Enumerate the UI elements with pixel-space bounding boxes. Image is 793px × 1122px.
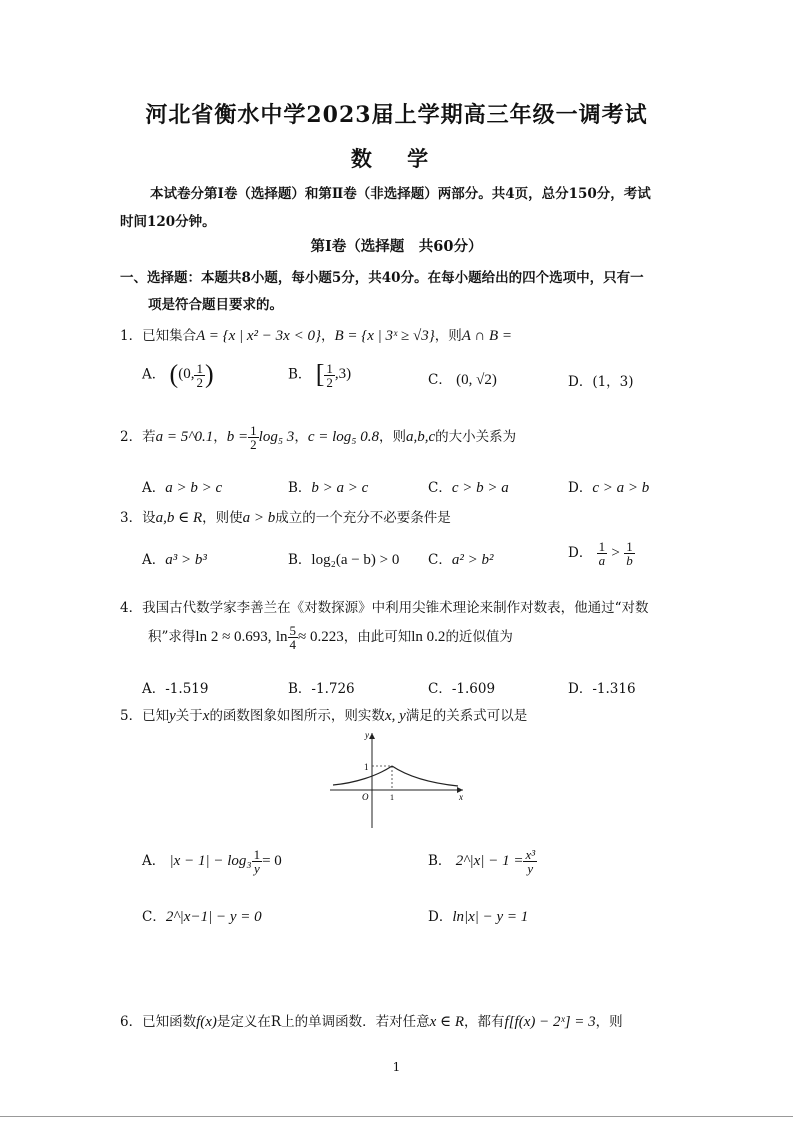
- question-text: 是定义在R上的单调函数．若对任意: [216, 1014, 430, 1030]
- y-axis-arrow: [369, 733, 375, 739]
- question-text: 已知集合: [142, 328, 197, 344]
- question-text: 成立的一个充分不必要条件是: [275, 510, 451, 526]
- q2-option-a[interactable]: [142, 476, 222, 497]
- separator: ，: [213, 429, 227, 445]
- option-value: a² > b²: [451, 552, 494, 568]
- question-text: ，都有: [464, 1014, 505, 1030]
- condition-expression: a,b ∈ R: [155, 510, 203, 526]
- question-text: 已知: [142, 708, 170, 724]
- option-value: ln|x| − y = 1: [452, 909, 529, 925]
- question-3: [120, 506, 451, 527]
- variables-xy: x, y: [384, 708, 406, 724]
- option-part: ,3): [334, 366, 352, 383]
- option-value: -1.609: [451, 681, 496, 697]
- separator: ，: [320, 328, 335, 344]
- fraction-denominator: b: [626, 553, 633, 568]
- fraction-denominator: 4: [289, 637, 297, 652]
- question-text: 若: [142, 429, 156, 445]
- curve-left-branch: [333, 766, 392, 785]
- section-title: 第Ⅰ卷（选择题 共60分）: [310, 238, 483, 255]
- question-number: 1．: [120, 328, 143, 344]
- variables: a,b,c: [405, 429, 436, 445]
- q4-option-b[interactable]: [288, 677, 355, 697]
- q3-option-d[interactable]: [568, 540, 635, 567]
- separator: ，: [294, 429, 308, 445]
- question-number: 6．: [120, 1014, 143, 1030]
- question-text: ，则: [378, 429, 406, 445]
- question-text: ，由此可知: [343, 629, 412, 645]
- question-text: 已知函数: [142, 1014, 197, 1030]
- ln-word: ln: [275, 629, 288, 645]
- intro-line-1: 本试卷分第Ⅰ卷（选择题）和第Ⅱ卷（非选择题）两部分。共4页，总分150分，考试: [150, 186, 651, 202]
- question-1: [120, 324, 512, 345]
- function-expression: f(x): [196, 1014, 217, 1030]
- question-text: ，则: [595, 1014, 623, 1030]
- ln02-expression: ln 0.2: [411, 629, 446, 645]
- b-expression-lhs: b =: [226, 429, 249, 445]
- fraction-numerator: 1: [250, 423, 257, 438]
- option-label: B．: [428, 853, 452, 869]
- option-value: b > a > c: [311, 480, 369, 496]
- function-graph: [325, 728, 470, 833]
- page-bottom-rule: [0, 1116, 793, 1117]
- ln2-expression: ln 2 ≈ 0.693,: [195, 629, 272, 645]
- option-label: C．: [428, 372, 452, 388]
- question-number: 5．: [120, 708, 143, 724]
- option-part: 2^|x| − 1 =: [455, 853, 524, 869]
- y-tick-label: 1: [364, 762, 369, 772]
- question-6: [120, 1010, 623, 1031]
- inequality-expression: a > b: [242, 510, 276, 526]
- option-label: D．: [568, 374, 593, 390]
- option-label: D．: [568, 681, 593, 697]
- option-label: A．: [142, 552, 166, 568]
- option-label: D．: [568, 480, 593, 496]
- fraction-numerator: 5: [289, 623, 297, 638]
- option-value: a > b > c: [165, 480, 223, 496]
- question-4-line-2: [148, 624, 513, 651]
- option-label: A．: [142, 366, 166, 383]
- intro-line-2: 时间120分钟。: [120, 214, 216, 230]
- question-4: [120, 596, 649, 616]
- fraction-denominator: 2: [196, 374, 203, 390]
- option-value: -1.726: [311, 681, 355, 697]
- question-text: 积”求得: [148, 629, 196, 645]
- functional-equation: f[f(x) − 2ˣ] = 3: [504, 1014, 596, 1030]
- fraction-numerator: 1: [253, 847, 261, 862]
- option-value: a³ > b³: [165, 552, 207, 568]
- fraction-denominator: a: [598, 553, 606, 568]
- q5-option-d[interactable]: [428, 905, 528, 926]
- subject-title: 数 学: [350, 146, 443, 171]
- option-part: [: [315, 360, 325, 389]
- part-heading-line-1: 一、选择题：本题共8小题，每小题5分，共40分。在每小题给出的四个选项中，只有一: [120, 270, 644, 286]
- question-text: ，则: [434, 328, 462, 344]
- question-text: 的大小关系为: [435, 429, 517, 445]
- q4-option-c[interactable]: [428, 677, 495, 697]
- option-value: -1.519: [165, 681, 209, 697]
- fraction-numerator: 1: [196, 360, 203, 376]
- option-part: ): [204, 360, 214, 389]
- x-tick-label: 1: [390, 793, 394, 802]
- part-heading-line-2: 项是符合题目要求的。: [148, 297, 283, 313]
- ln54-value: ≈ 0.223: [298, 629, 344, 645]
- option-label: B．: [288, 552, 312, 568]
- q3-option-c[interactable]: [428, 548, 493, 569]
- option-part: = 0: [262, 853, 282, 869]
- q3-option-b[interactable]: [288, 548, 399, 569]
- q2-option-b[interactable]: [288, 476, 368, 497]
- question-number: 3．: [120, 510, 143, 526]
- option-value: c > a > b: [592, 480, 650, 496]
- question-text: 设: [142, 510, 156, 526]
- question-number: 2．: [120, 429, 143, 445]
- q5-option-b[interactable]: [428, 848, 537, 875]
- q3-option-a[interactable]: [142, 548, 207, 569]
- question-2: [120, 424, 516, 451]
- q5-option-c[interactable]: [142, 905, 262, 926]
- question-5: [120, 704, 527, 725]
- condition-expression: x ∈ R: [429, 1014, 465, 1030]
- fraction-denominator: 2: [326, 374, 333, 390]
- exam-title: 河北省衡水中学2023届上学期高三年级一调考试: [145, 102, 648, 128]
- q4-option-d[interactable]: [568, 677, 636, 697]
- q1-option-d[interactable]: [568, 370, 634, 390]
- x-axis-label: x: [459, 792, 463, 802]
- fraction-denominator: y: [527, 861, 534, 876]
- q4-option-a[interactable]: [142, 677, 208, 697]
- q5-option-a[interactable]: [142, 848, 282, 875]
- option-label: C．: [142, 909, 166, 925]
- option-label: B．: [288, 681, 312, 697]
- c-expression: c = log₅ 0.8: [307, 429, 379, 445]
- fraction-numerator: 1: [326, 360, 333, 376]
- fraction-denominator: 2: [250, 437, 257, 452]
- option-value: -1.316: [592, 681, 636, 697]
- q2-option-c[interactable]: [428, 476, 509, 497]
- page-number: 1: [392, 1060, 401, 1074]
- fraction-numerator: x³: [525, 847, 536, 862]
- question-text: 关于: [175, 708, 203, 724]
- option-label: A．: [142, 853, 166, 869]
- question-text: 的近似值为: [445, 629, 513, 645]
- question-text: 的函数图象如图所示，则实数: [209, 708, 385, 724]
- option-label: C．: [428, 552, 452, 568]
- fraction-numerator: 1: [598, 539, 606, 554]
- option-label: C．: [428, 681, 452, 697]
- fraction-denominator: y: [253, 861, 260, 876]
- b-expression-rhs: log₅ 3: [258, 429, 295, 445]
- a-expression: a = 5^0.1: [155, 429, 214, 445]
- question-text: 满足的关系式可以是: [405, 708, 528, 724]
- set-b-expression: B = {x | 3ˣ ≥ √3}: [334, 328, 435, 344]
- option-label: D．: [568, 545, 593, 561]
- question-text: ，则使: [202, 510, 243, 526]
- q1-option-a[interactable]: A． ((0, $\frac{1}{2}$ ): [142, 360, 214, 390]
- origin-label: O: [362, 792, 369, 802]
- curve-right-branch: [392, 766, 458, 786]
- option-value: (0, √2): [456, 372, 497, 388]
- option-value: (1，3): [592, 374, 634, 390]
- variable-x: x: [202, 708, 210, 724]
- option-label: B．: [288, 366, 312, 383]
- variable-y: y: [169, 708, 176, 724]
- option-label: C．: [428, 480, 452, 496]
- option-part: |x − 1| − log₃: [169, 853, 252, 869]
- comparison-sign: >: [611, 545, 620, 561]
- y-axis-label: y: [365, 730, 369, 740]
- option-label: B．: [288, 480, 312, 496]
- intersection-expression: A ∩ B =: [461, 328, 512, 344]
- option-value: c > b > a: [451, 480, 509, 496]
- set-a-expression: A = {x | x² − 3x < 0}: [196, 328, 321, 344]
- question-number: 4．: [120, 600, 143, 616]
- option-part: (0,: [178, 366, 195, 383]
- question-text: 我国古代数学家李善兰在《对数探源》中利用尖锥术理论来制作对数表，他通过“对数: [142, 600, 649, 616]
- q1-option-b[interactable]: [288, 360, 351, 390]
- fraction-numerator: 1: [626, 539, 633, 554]
- option-label: A．: [142, 681, 166, 697]
- option-label: D．: [428, 909, 453, 925]
- q2-option-d[interactable]: [568, 476, 649, 497]
- option-value: log₂(a − b) > 0: [311, 552, 400, 568]
- option-label: A．: [142, 480, 166, 496]
- option-value: 2^|x−1| − y = 0: [165, 909, 262, 925]
- q1-option-c[interactable]: [428, 368, 497, 389]
